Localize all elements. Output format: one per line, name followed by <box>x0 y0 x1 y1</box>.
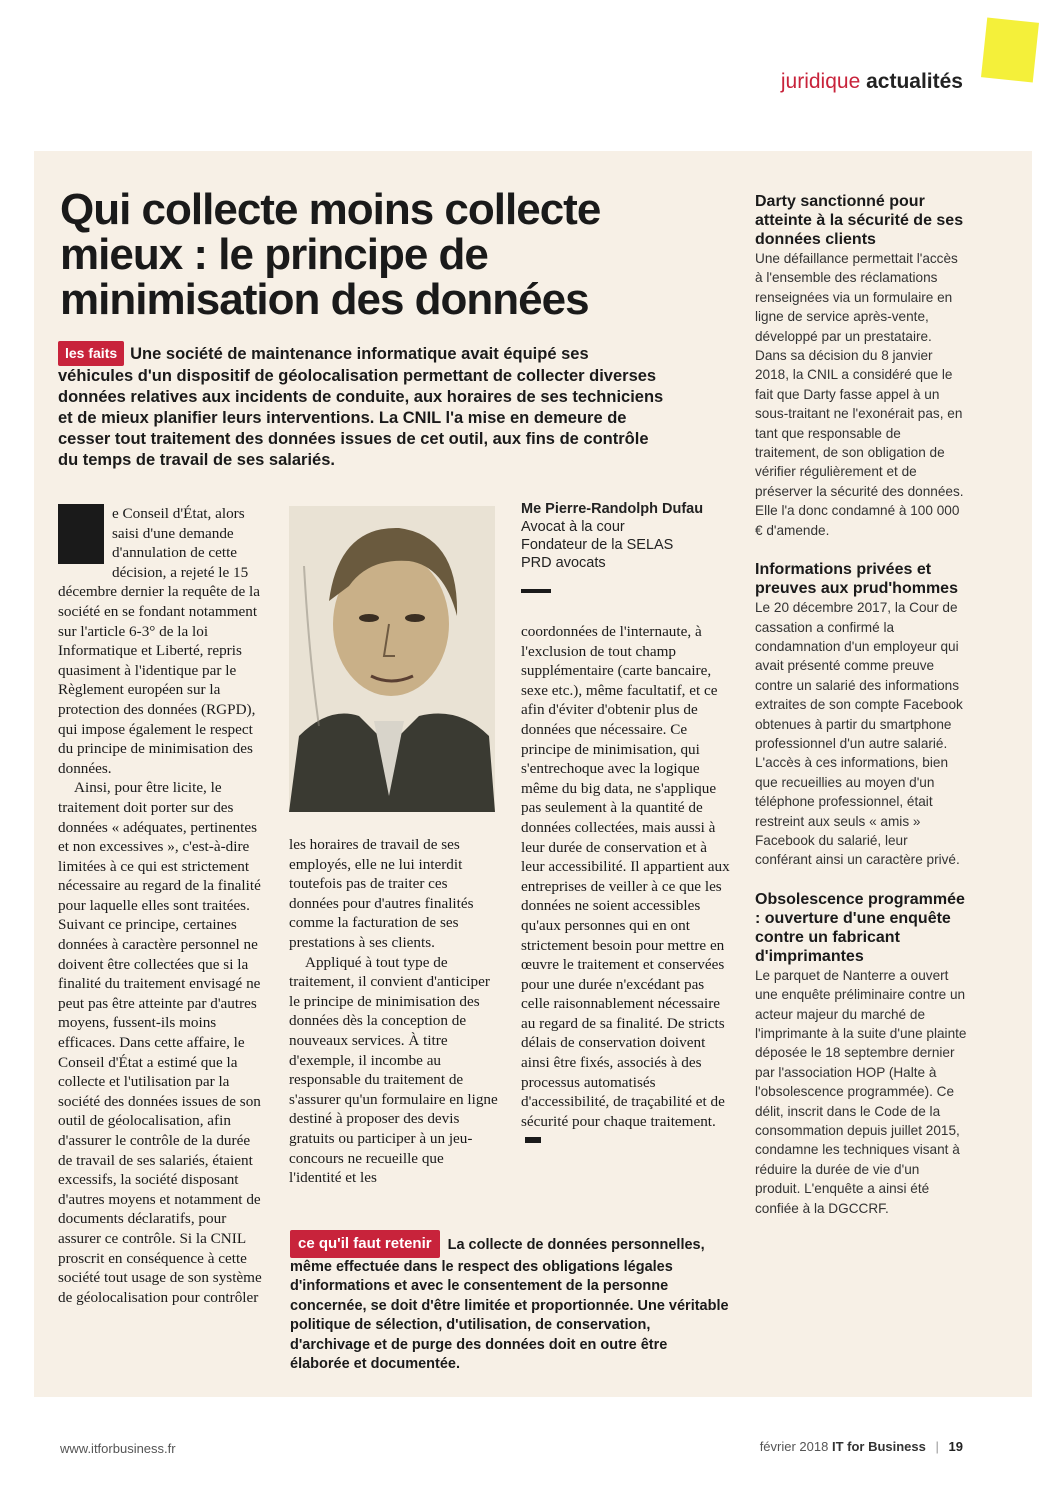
sidebar-item-text: Le 20 décembre 2017, la Cour de cassation a confirmé la condamnation d'un employeur qui avait présenté comme preuve contre un salarié des informations extraites de son compte Facebook obtenues à partir du smartphone professionnel d'un autre salarié. L'accès à ces informations, bien que recueillies au moyen d'un téléphone professionnel, était restreint aux seuls « amis » Facebook du salarié, leur conférant ainsi un caractère privé. <box>755 600 963 868</box>
sidebar-item <box>755 890 967 1218</box>
col2-paragraph-2: Appliqué à tout type de traitement, il convient d'anticiper le principe de minimisation des données dès la conception de nouveaux services. À titre d'exemple, il incombe au responsable du traitement de s'assurer qu'un formulaire en ligne destiné à proposer des devis gratuits ou participer à un jeu-concours ne recueille que l'identité et les <box>289 953 498 1187</box>
news-sidebar <box>755 192 967 1218</box>
article-column-2 <box>289 835 499 1188</box>
article-column-3 <box>521 622 731 1151</box>
author-name: Me Pierre-Randolph Dufau <box>521 501 704 517</box>
section-header <box>781 70 963 94</box>
footer-date: février 2018 <box>759 1439 829 1454</box>
article-column-1 <box>58 504 263 1307</box>
svg-text:L: L <box>64 504 100 564</box>
author-title-3: PRD avocats <box>521 555 606 571</box>
col2-paragraph-1: les horaires de travail de ses employés, elle ne lui interdit toutefois pas de traiter ces données pour d'autres finalités comme la facturation de ses prestations à ses clients. <box>289 836 474 951</box>
col1-paragraph-1: e Conseil d'État, alors saisi d'une demande d'annulation de cette décision, a rejeté le 15 décembre dernier la requête de la société en se fondant notamment sur l'article 6-3° de la loi Informatique et Liberté, repris quasiment à l'identique par le Règlement européen sur la protection des données (RGPD), qui impose également le respect du principe de minimisation des données. <box>58 505 260 777</box>
author-title-2: Fondateur de la SELAS <box>521 537 674 553</box>
author-portrait <box>289 506 495 812</box>
retenir-tag: ce qu'il faut retenir <box>290 1230 440 1258</box>
faits-block <box>58 341 668 471</box>
section-label-bold: actualités <box>866 70 963 93</box>
col1-paragraph-2: Ainsi, pour être licite, le traitement doit porter sur des données « adéquates, pertinentes et non excessives », c'est-à-dire limitées à ce qui est strictement nécessaire au regard de la finalité pour laquelle elles sont traitées. Suivant ce principe, certaines données à caractère personnel ne doivent être collectées que si la finalité du traitement envisagé ne peut pas être atteinte par d'autres moyens, fussent-ils moins efficaces. Dans cette affaire, le Conseil d'État a estimé que la collecte et l'utilisation par la société des données issues de son outil de géolocalisation, afin d'assurer le contrôle de la durée de travail de ses salariés, étaient excessifs, la société disposant d'autres moyens et notamment de documents déclaratifs, pour assurer ce contrôle. Si la CNIL proscrit en conséquence à cette société tout usage de son système de géolocalisation pour contrôler <box>58 779 262 1306</box>
sidebar-item-title: Obsolescence programmée : ouverture d'une enquête contre un fabricant d'imprimantes <box>755 890 965 965</box>
faits-tag: les faits <box>58 341 124 366</box>
col3-paragraph-1: coordonnées de l'internaute, à l'exclusion de tout champ supplémentaire (carte bancaire, sexe etc.), même facultatif, et ce afin d'éviter d'obtenir plus de données que nécessaire. Ce principe de minimisation, qui s'entrechoque avec la logique même du big data, ne s'applique pas seulement à la quantité de données collectées, mais aussi à leur durée de conservation et à leur accessibilité. Il appartient aux entreprises de veiller à ce que les données ne soient accessibles qu'aux personnes qui en ont strictement besoin pour mettre en œuvre le traitement et conservées pour une durée n'excédant pas celle raisonnablement nécessaire au regard de sa finalité. De stricts délais de conservation doivent ainsi être fixés, associés à des processus automatisés d'accessibilité, de traçabilité et de sécurité pour chaque traitement. <box>521 623 730 1130</box>
author-rule <box>521 589 551 593</box>
section-label-light: juridique <box>780 70 861 93</box>
sidebar-item <box>755 560 967 870</box>
sidebar-item-text: Une défaillance permettait l'accès à l'ensemble des réclamations renseignées via un formulaire en ligne de service après-vente, développé par un prestataire. Dans sa décision du 8 janvier 2018, la CNIL a considéré que le fait que Darty fasse appel à un sous-traitant ne l'exonérait pas, en tant que responsable de traitement, de son obligation de vérifier régulièrement et de préserver la sécurité des données. Elle l'a donc condamné à 100 000 € d'amende. <box>755 251 964 538</box>
retenir-text: La collecte de données personnelles, même effectuée dans le respect des obligations légales d'informations et avec le consentement de la personne concernée, se doit d'être limitée et proportionnée. Une véritable politique de sélection, d'utilisation, de conservation, d'archivage et de purge des données doit en outre être élaborée et documentée. <box>290 1237 729 1372</box>
end-of-article-mark <box>525 1137 541 1143</box>
sidebar-item-text: Le parquet de Nanterre a ouvert une enquête préliminaire contre un acteur majeur du marché de l'imprimante à la suite d'une plainte déposée le 18 septembre dernier par l'association HOP (Halte à l'obsolescence programmée). Ce délit, inscrit dans le Code de la consommation depuis juillet 2015, condamne les techniques visant à réduire la durée de vie d'un produit. L'enquête a ainsi été confiée à la DGCCRF. <box>755 967 967 1216</box>
footer-separator: | <box>935 1439 939 1454</box>
page-number: 19 <box>948 1439 963 1454</box>
sticky-note <box>981 17 1039 82</box>
author-block <box>521 500 721 572</box>
faits-text: Une société de maintenance informatique avait équipé ses véhicules d'un dispositif de géolocalisation permettant de collecter diverses données relatives aux incidents de conduite, aux horaires de ses techniciens et de mieux planifier leurs interventions. La CNIL l'a mise en demeure de cesser tout traitement des données issues de cet outil, aux fins de contrôle du temps de travail de ses salariés. <box>58 345 664 469</box>
sidebar-item-title: Darty sanctionné pour atteinte à la sécurité de ses données clients <box>755 193 964 248</box>
footer-folio <box>760 1439 963 1454</box>
author-title-1: Avocat à la cour <box>521 519 625 535</box>
dropcap-l <box>58 504 104 564</box>
sidebar-item <box>755 192 967 540</box>
article-headline: Qui collecte moins collecte mieux : le principe de minimisation des données <box>60 185 601 324</box>
retenir-block <box>290 1230 730 1375</box>
footer-website: www.itforbusiness.fr <box>60 1441 176 1456</box>
footer-brand: IT for Business <box>831 1439 926 1454</box>
sidebar-item-title: Informations privées et preuves aux prud'hommes <box>755 561 958 598</box>
